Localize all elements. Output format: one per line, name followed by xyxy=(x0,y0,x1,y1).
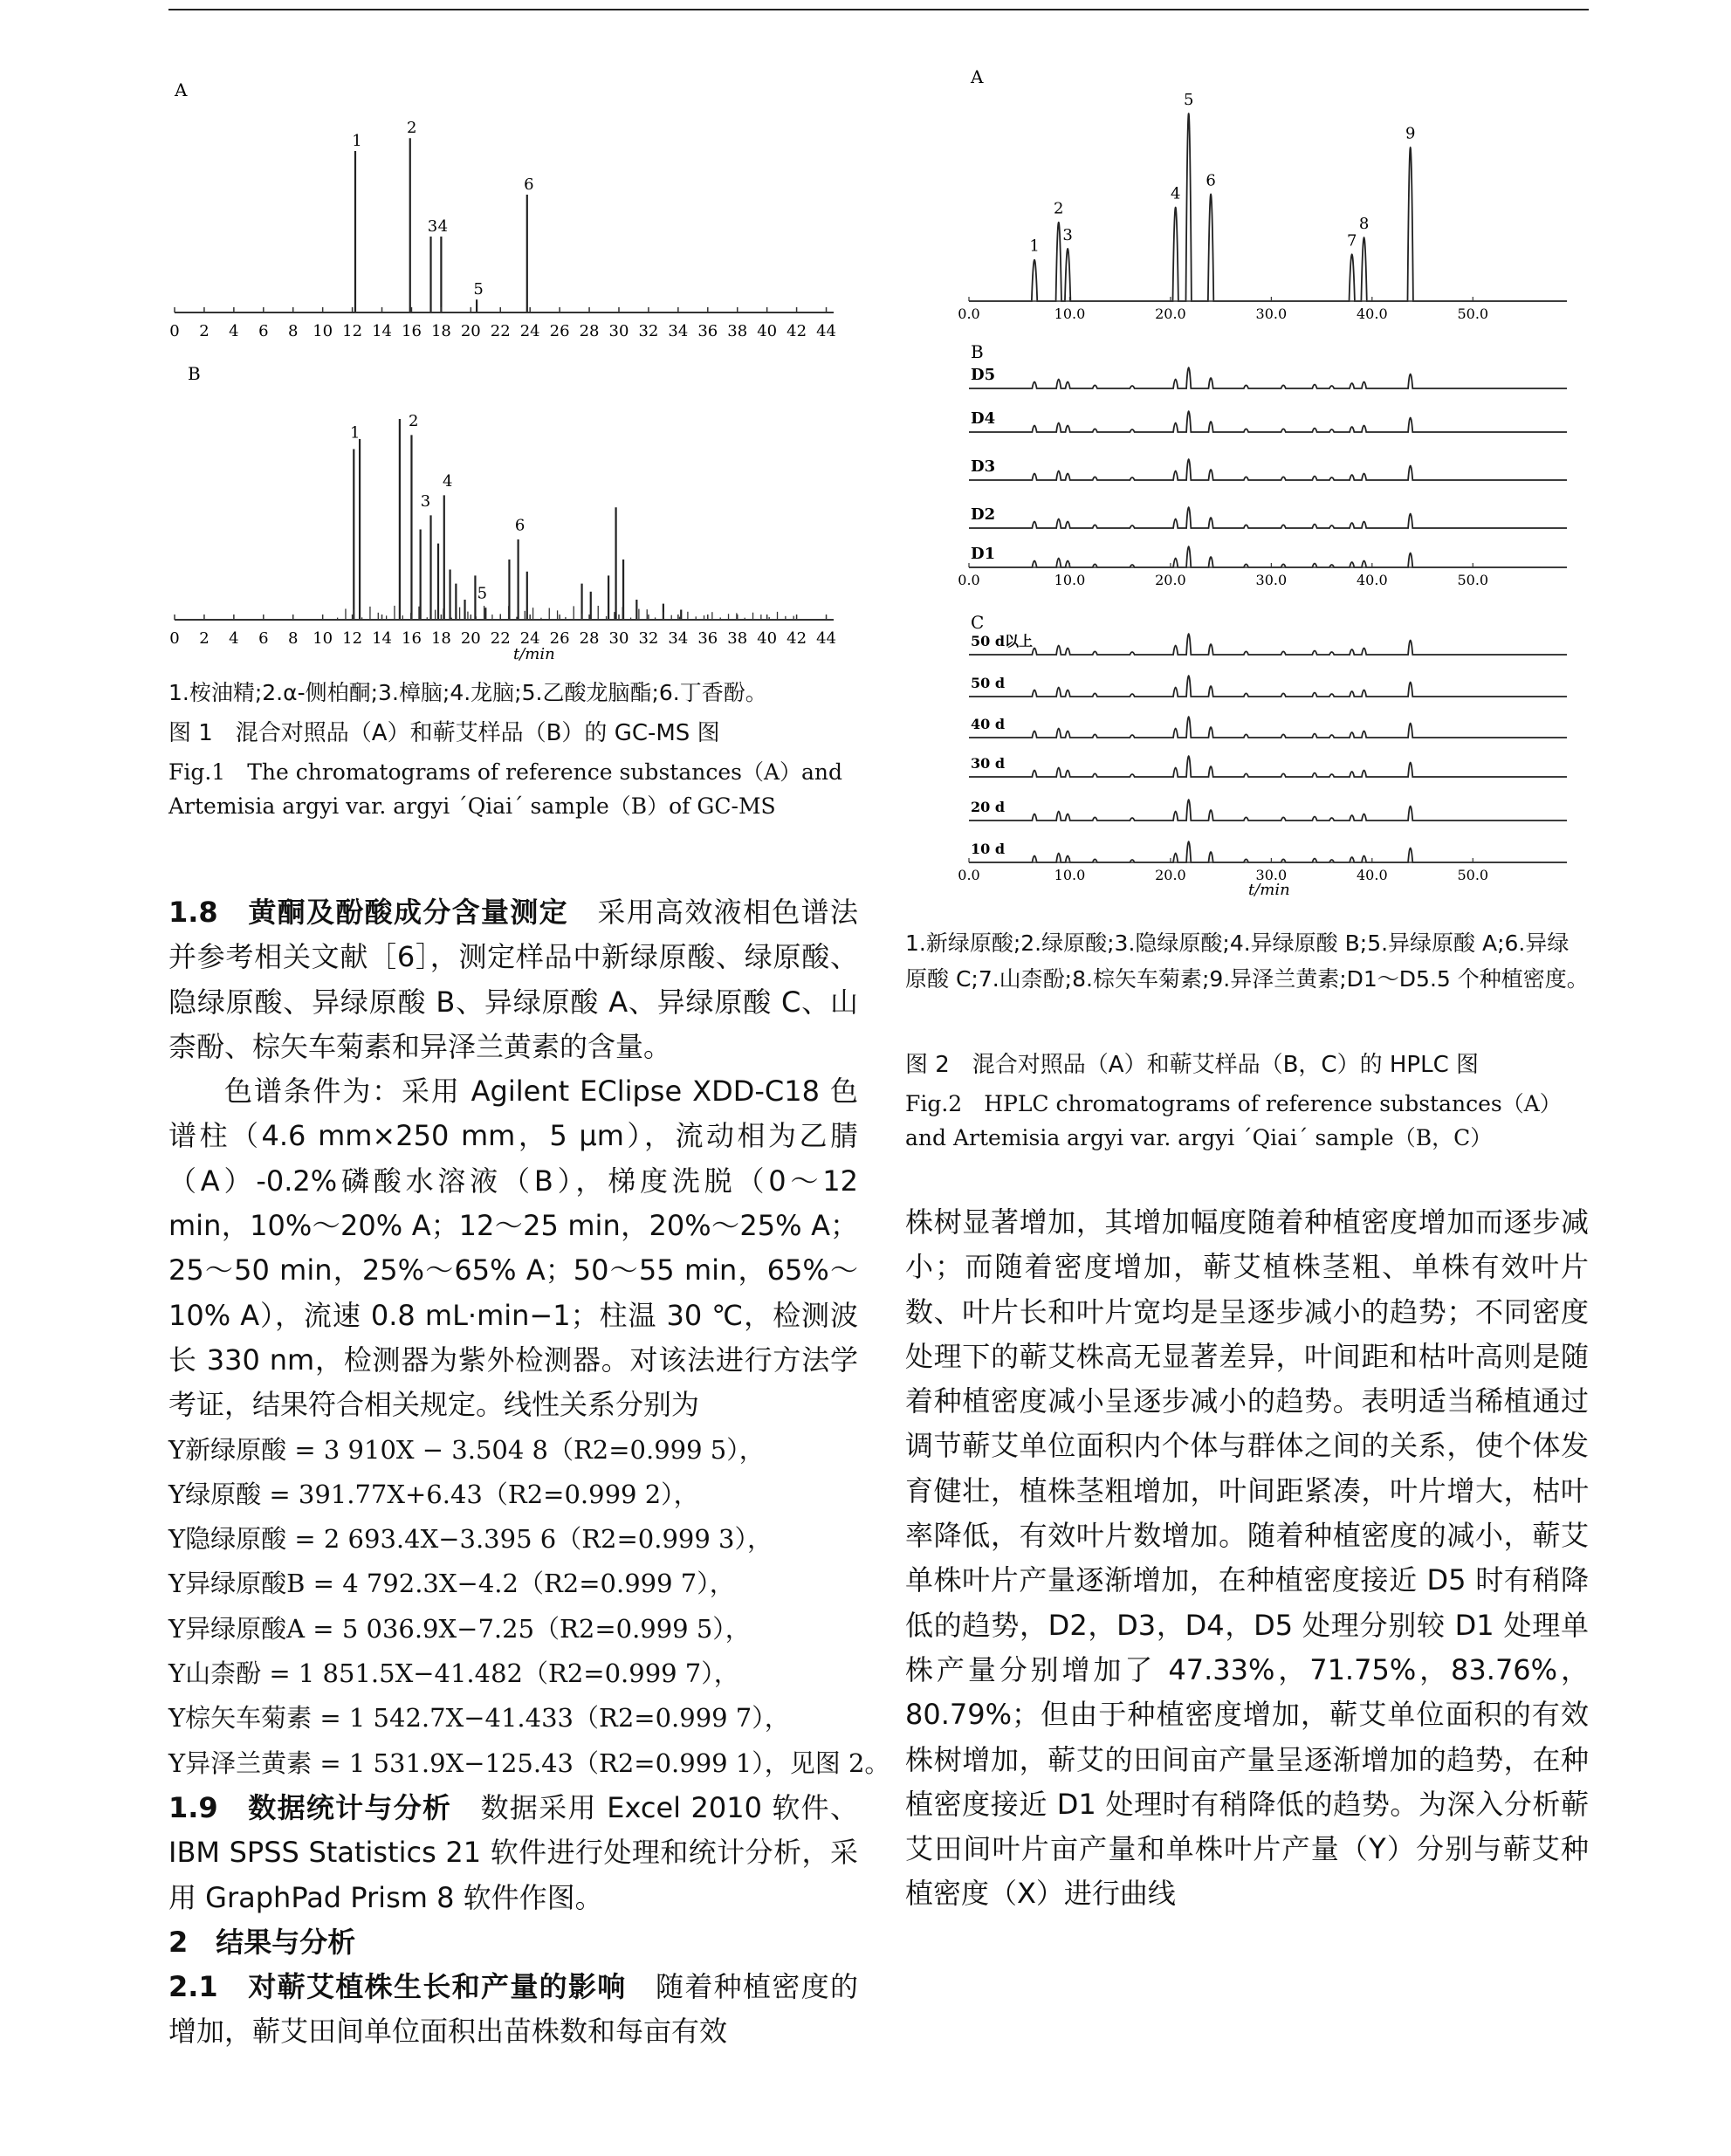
fig2-tick-label: 50.0 xyxy=(1457,867,1489,883)
fig1-panel-b-label: B xyxy=(188,363,201,384)
fig1-b-peak-label: 2 xyxy=(409,411,419,430)
fig1-b-tick-label: 38 xyxy=(727,629,748,648)
section-2-heading: 2 结果与分析 xyxy=(168,1925,356,1959)
fig2-b-trace-label: D1 xyxy=(971,545,996,563)
fig1-b-tick-label: 34 xyxy=(668,629,689,648)
fig1-panel-b-chart xyxy=(166,362,855,672)
fig2-a-peak-label: 2 xyxy=(1054,199,1064,218)
section-1-9 xyxy=(168,1786,858,1920)
fig2-b-trace-label: D5 xyxy=(971,366,996,384)
fig1-a-tick-label: 0 xyxy=(169,322,180,340)
fig1-a-tick-label: 32 xyxy=(638,322,659,340)
fig2-b-trace-label: D4 xyxy=(971,409,996,428)
fig2-a-peak-label: 1 xyxy=(1029,237,1040,256)
section-1-8-para2-wrap xyxy=(168,1069,858,1427)
fig1-b-tick-label: 32 xyxy=(638,629,659,648)
fig2-a-peak-label: 4 xyxy=(1170,184,1181,203)
fig1-b-tick-label: 4 xyxy=(229,629,239,648)
fig1-a-tick-label: 6 xyxy=(258,322,269,340)
formula-item: Y异绿原酸A = 5 036.9X−7.25（R2=0.999 5）， xyxy=(168,1613,751,1644)
header-rule xyxy=(168,9,1589,10)
fig1-b-peak-label: 6 xyxy=(514,516,525,535)
fig1-b-peak-label: 3 xyxy=(420,491,431,511)
fig2-a-peak-label: 3 xyxy=(1062,225,1073,244)
section-2-1-heading: 2.1 对蕲艾植株生长和产量的影响 xyxy=(168,1970,627,2004)
fig2-tick-label: 0.0 xyxy=(958,572,980,588)
fig1-a-tick-label: 44 xyxy=(816,322,836,340)
fig2-c-trace xyxy=(969,841,1567,862)
fig2-tick-label: 10.0 xyxy=(1054,572,1086,588)
fig1-b-tick-label: 26 xyxy=(549,629,570,648)
fig1-b-peak-label: 4 xyxy=(443,471,453,491)
fig2-xlabel: t/min xyxy=(1248,881,1290,899)
fig2-legend: 1.新绿原酸;2.绿原酸;3.隐绿原酸;4.异绿原酸 B;5.异绿原酸 A;6.异绿原酸 C;7.山柰酚;8.棕矢车菊素;9.异泽兰黄素;D1～D5.5 个种植密度。 xyxy=(905,930,1589,992)
fig1-a-peak-label: 1 xyxy=(352,132,362,150)
fig1-caption-zh: 图 1 混合对照品（A）和蕲艾样品（B）的 GC-MS 图 xyxy=(168,720,720,746)
section-2-1-para: 随着种植密度的增加，蕲艾田间单位面积出苗株数和每亩有效 xyxy=(168,1970,858,2049)
fig1-b-tick-label: 6 xyxy=(258,629,269,648)
fig1-b-peak-label: 1 xyxy=(349,423,361,443)
section-1-8-heading: 1.8 黄酮及酚酸成分含量测定 xyxy=(168,896,568,929)
section-1-8-para1: 采用高效液相色谱法并参考相关文献［6］，测定样品中新绿原酸、绿原酸、隐绿原酸、异绿原酸 B、异绿原酸 A、异绿原酸 C、山柰酚、棕矢车菊素和异泽兰黄素的含量。 xyxy=(168,896,858,1063)
fig2-c-trace xyxy=(969,717,1567,738)
fig1-a-tick-label: 26 xyxy=(549,322,570,340)
fig1-a-tick-label: 10 xyxy=(313,322,333,340)
fig1-b-tick-label: 22 xyxy=(490,629,511,648)
fig1-b-tick-label: 16 xyxy=(402,629,422,648)
fig1-b-tick-label: 40 xyxy=(757,629,778,648)
fig2-tick-label: 0.0 xyxy=(958,867,980,883)
fig2-a-peak-label: 8 xyxy=(1358,214,1370,233)
fig1-b-tick-label: 24 xyxy=(519,629,540,648)
fig1-a-tick-label: 34 xyxy=(668,322,689,340)
formula-item: Y新绿原酸 = 3 910X − 3.504 8（R2=0.999 5）， xyxy=(168,1434,765,1465)
fig2-c-trace xyxy=(969,800,1567,821)
fig1-b-peak-label: 5 xyxy=(477,584,488,603)
formula-item: Y异泽兰黄素 = 1 531.9X−125.43（R2=0.999 1），见图 2。 xyxy=(168,1747,890,1778)
fig2-a-peak-label: 6 xyxy=(1206,171,1216,190)
fig1-legend: 1.桉油精;2.α-侧柏酮;3.樟脑;4.龙脑;5.乙酸龙脑酯;6.丁香酚。 xyxy=(168,680,767,705)
fig2-b-trace xyxy=(969,546,1567,567)
section-1-8-para2: 色谱条件为：采用 Agilent EClipse XDD-C18 色谱柱（4.6 mm×250 mm，5 μm），流动相为乙腈（A）-0.2%磷酸水溶液（B），梯度洗脱（0～12 min，10%～20% A；12～25 min，20%～25% A；25～50 min，25%～65% A；50～55 min，65%～10% A），流速 0.8 mL·min−1；柱温 30 ℃，检测波长 330 nm，检测器为紫外检测器。对该法进行方法学考证，结果符合相关规定。线性关系分别为 xyxy=(168,1075,858,1422)
formula-item: Y隐绿原酸 = 2 693.4X−3.395 6（R2=0.999 3）， xyxy=(168,1524,773,1555)
fig1-a-tick-label: 28 xyxy=(579,322,600,340)
fig1-b-tick-label: 28 xyxy=(579,629,600,648)
fig2-c-trace-label: 20 d xyxy=(971,799,1006,815)
fig2-tick-label: 30.0 xyxy=(1255,867,1288,883)
fig1-a-peak-label: 2 xyxy=(407,119,417,138)
fig2-chart xyxy=(960,61,1589,908)
fig2-b-trace-label: D2 xyxy=(971,505,996,524)
fig1-a-peak-label: 6 xyxy=(524,175,534,194)
right-column-para: 株树显著增加，其增加幅度随着种植密度增加而逐步减小；而随着密度增加，蕲艾植株茎粗、单株有效叶片数、叶片长和叶片宽均是呈逐步减小的趋势；不同密度处理下的蕲艾株高无显著差异，叶间距和枯叶高则是随着种植密度减小呈逐步减小的趋势。表明适当稀植通过调节蕲艾单位面积内个体与群体之间的关系，使个体发育健壮，植株茎粗增加，叶间距紧凑，叶片增大，枯叶率降低，有效叶片数增加。随着种植密度的减小，蕲艾单株叶片产量逐渐增加，在种植密度接近 D5 时有稍降低的趋势，D2，D3，D4，D5 处理分别较 D1 处理单株产量分别增加了 47.33%，71.75%，83.76%，80.79%；但由于种植密度增加，蕲艾单位面积的有效株树增加，蕲艾的田间亩产量呈逐渐增加的趋势，在种植密度接近 D1 处理时有稍降低的趋势。为深入分析蕲艾田间叶片亩产量和单株叶片产量（Y）分别与蕲艾种植密度（X）进行曲线 xyxy=(905,1205,1589,1911)
fig2-panel-c-label: C xyxy=(971,612,985,633)
section-1-8 xyxy=(168,890,858,1069)
fig2-c-trace-label: 50 d xyxy=(971,675,1006,691)
fig2-a-peak-label: 7 xyxy=(1347,231,1357,251)
fig1-a-tick-label: 18 xyxy=(430,322,451,340)
fig1-a-tick-label: 36 xyxy=(697,322,718,340)
section-1-9-heading: 1.9 数据统计与分析 xyxy=(168,1790,452,1824)
fig2-tick-label: 50.0 xyxy=(1457,306,1489,322)
fig2-tick-label: 30.0 xyxy=(1255,572,1288,588)
fig2-c-trace xyxy=(969,756,1567,777)
fig1-b-tick-label: 0 xyxy=(169,629,180,648)
fig2-caption-en: Fig.2 HPLC chromatograms of reference substances（A）and Artemisia argyi var. argyi ´Qiai´ sample（B，C） xyxy=(905,1091,1562,1150)
fig1-a-peak-label: 4 xyxy=(437,217,449,237)
fig2-b-trace-label: D3 xyxy=(971,457,996,476)
fig1-b-tick-label: 42 xyxy=(787,629,807,648)
section-2-1 xyxy=(168,1965,858,2055)
fig1-a-tick-label: 22 xyxy=(490,322,511,340)
fig2-tick-label: 20.0 xyxy=(1155,306,1186,322)
fig1-a-tick-label: 24 xyxy=(519,322,540,340)
fig2-a-peak-label: 5 xyxy=(1183,91,1194,109)
fig2-c-trace-label: 40 d xyxy=(971,716,1006,732)
fig2-tick-label: 10.0 xyxy=(1054,306,1086,322)
fig2-tick-label: 50.0 xyxy=(1457,572,1489,588)
fig2-panel-b-label: B xyxy=(971,341,984,362)
fig1-panel-a-chart xyxy=(166,70,855,349)
fig1-a-tick-label: 14 xyxy=(372,322,392,340)
fig1-a-peak-label: 3 xyxy=(427,217,438,237)
fig2-c-trace-label: 10 d xyxy=(971,841,1006,857)
fig1-b-tick-label: 10 xyxy=(313,629,333,648)
left-column xyxy=(168,890,890,2055)
fig2-c-trace xyxy=(969,634,1567,655)
fig1-b-tick-label: 36 xyxy=(697,629,718,648)
fig1-b-tick-label: 2 xyxy=(199,629,210,648)
fig2-tick-label: 0.0 xyxy=(958,306,980,322)
fig1-a-tick-label: 4 xyxy=(229,322,239,340)
formula-item: Y棕矢车菊素 = 1 542.7X−41.433（R2=0.999 7）， xyxy=(168,1703,790,1734)
fig1-a-tick-label: 42 xyxy=(787,322,807,340)
section-1-9-para: 数据采用 Excel 2010 软件、IBM SPSS Statistics 21 软件进行处理和统计分析，采用 GraphPad Prism 8 软件作图。 xyxy=(168,1790,858,1914)
fig1-a-tick-label: 8 xyxy=(288,322,299,340)
fig2-caption-zh: 图 2 混合对照品（A）和蕲艾样品（B，C）的 HPLC 图 xyxy=(905,1052,1479,1078)
fig2-b-trace xyxy=(969,411,1567,432)
fig1-a-tick-label: 38 xyxy=(727,322,748,340)
formula-item: Y异绿原酸B = 4 792.3X−4.2（R2=0.999 7）， xyxy=(168,1569,735,1599)
fig2-tick-label: 40.0 xyxy=(1357,867,1388,883)
fig1-b-tick-label: 14 xyxy=(372,629,392,648)
fig1-a-tick-label: 16 xyxy=(402,322,422,340)
fig1-xlabel: t/min xyxy=(513,645,555,663)
fig2-tick-label: 20.0 xyxy=(1155,572,1186,588)
fig1-a-tick-label: 12 xyxy=(342,322,363,340)
fig1-panel-a-label: A xyxy=(175,79,188,100)
right-column xyxy=(905,1200,1589,1917)
fig2-b-trace xyxy=(969,507,1567,528)
fig1-b-tick-label: 12 xyxy=(342,629,363,648)
fig1-a-tick-label: 40 xyxy=(757,322,778,340)
fig2-a-peak-label: 9 xyxy=(1405,124,1416,143)
fig2-tick-label: 40.0 xyxy=(1357,306,1388,322)
fig2-tick-label: 10.0 xyxy=(1054,867,1086,883)
fig1-a-tick-label: 2 xyxy=(199,322,210,340)
fig2-panel-a-label: A xyxy=(971,66,984,87)
fig1-b-tick-label: 44 xyxy=(816,629,836,648)
fig2-c-trace-label: 50 d以上 xyxy=(971,633,1034,649)
formula-item: Y绿原酸 = 391.77X+6.43（R2=0.999 2）， xyxy=(168,1479,699,1509)
fig2-tick-label: 20.0 xyxy=(1155,867,1186,883)
formula-item: Y山柰酚 = 1 851.5X−41.482（R2=0.999 7）， xyxy=(168,1658,739,1689)
fig1-a-tick-label: 30 xyxy=(608,322,629,340)
fig1-b-tick-label: 20 xyxy=(460,629,481,648)
fig2-tick-label: 30.0 xyxy=(1255,306,1288,322)
fig2-b-trace xyxy=(969,367,1567,388)
fig2-c-trace xyxy=(969,676,1567,697)
fig1-a-peak-label: 5 xyxy=(473,280,484,299)
fig1-b-tick-label: 30 xyxy=(608,629,629,648)
fig2-c-trace-label: 30 d xyxy=(971,755,1006,772)
fig1-caption-en: Fig.1 The chromatograms of reference substances（A）and Artemisia argyi var. argyi ´Qiai´ sample（B）of GC-MS xyxy=(168,759,843,819)
fig1-b-tick-label: 18 xyxy=(430,629,451,648)
fig1-b-tick-label: 8 xyxy=(288,629,299,648)
fig2-tick-label: 40.0 xyxy=(1357,572,1388,588)
fig1-a-tick-label: 20 xyxy=(460,322,481,340)
fig2-b-trace xyxy=(969,459,1567,480)
linear-formulas xyxy=(168,1428,890,1786)
